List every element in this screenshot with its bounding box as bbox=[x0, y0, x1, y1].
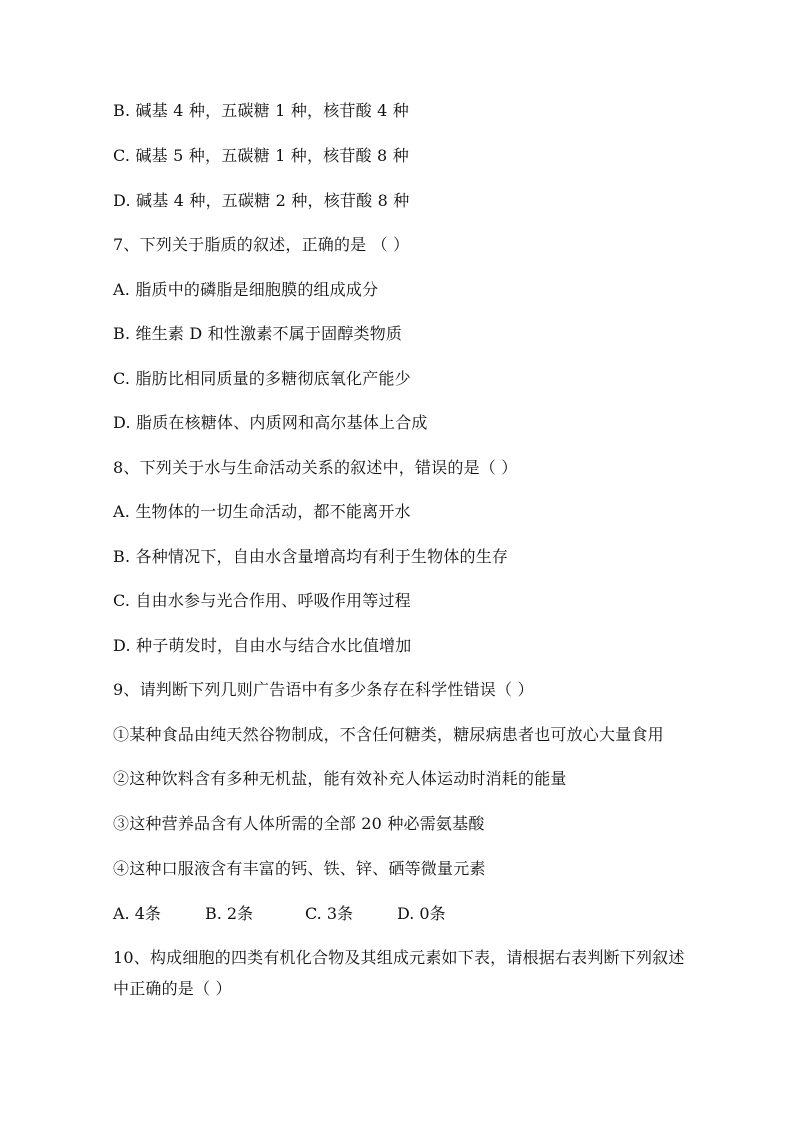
q9-statement-4: ④这种口服液含有丰富的钙、铁、锌、硒等微量元素 bbox=[113, 859, 486, 878]
q7-option-b: B. 维生素 D 和性激素不属于固醇类物质 bbox=[113, 324, 403, 343]
q6-option-c: C. 碱基 5 种，五碳糖 1 种，核苷酸 8 种 bbox=[113, 146, 409, 165]
q9-stem: 9、请判断下列几则广告语中有多少条存在科学性错误（ ） bbox=[113, 680, 534, 699]
q6-option-b: B. 碱基 4 种，五碳糖 1 种，核苷酸 4 种 bbox=[113, 101, 409, 120]
q6-option-d: D. 碱基 4 种，五碳糖 2 种，核苷酸 8 种 bbox=[113, 191, 410, 210]
q9-option-d: D. 0条 bbox=[397, 904, 446, 923]
q7-option-d: D. 脂质在核糖体、内质网和高尔基体上合成 bbox=[113, 413, 428, 432]
q8-option-a: A. 生物体的一切生命活动，都不能离开水 bbox=[113, 502, 411, 521]
q9-statement-3: ③这种营养品含有人体所需的全部 20 种必需氨基酸 bbox=[113, 814, 485, 833]
q9-statement-1: ①某种食品由纯天然谷物制成，不含任何糖类，糖尿病患者也可放心大量食用 bbox=[113, 725, 664, 744]
q8-option-d: D. 种子萌发时，自由水与结合水比值增加 bbox=[113, 636, 412, 655]
q8-stem: 8、下列关于水与生命活动关系的叙述中，错误的是（ ） bbox=[113, 458, 518, 477]
q10-stem-line-2: 中正确的是（ ） bbox=[113, 979, 232, 998]
q10-stem-line-1: 10、构成细胞的四类有机化合物及其组成元素如下表，请根据右表判断下列叙述 bbox=[113, 948, 685, 967]
q7-stem: 7、下列关于脂质的叙述，正确的是 （ ） bbox=[113, 235, 410, 254]
q7-option-c: C. 脂肪比相同质量的多糖彻底氧化产能少 bbox=[113, 369, 411, 388]
q8-option-c: C. 自由水参与光合作用、呼吸作用等过程 bbox=[113, 591, 411, 610]
q9-statement-2: ②这种饮料含有多种无机盐，能有效补充人体运动时消耗的能量 bbox=[113, 769, 567, 788]
q9-option-c: C. 3条 bbox=[305, 904, 354, 923]
q9-option-b: B. 2条 bbox=[205, 904, 254, 923]
q7-option-a: A. 脂质中的磷脂是细胞膜的组成成分 bbox=[113, 280, 379, 299]
q8-option-b: B. 各种情况下，自由水含量增高均有利于生物体的生存 bbox=[113, 547, 509, 566]
q9-option-a: A. 4条 bbox=[113, 904, 161, 923]
